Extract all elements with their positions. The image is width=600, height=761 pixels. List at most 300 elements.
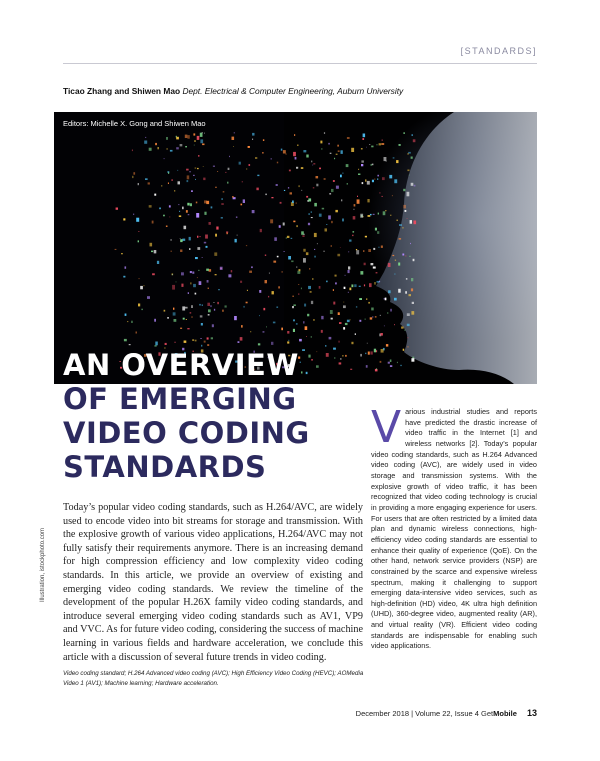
particle [376, 368, 377, 369]
particle [348, 270, 350, 273]
particle [186, 319, 187, 320]
particle [144, 141, 147, 144]
particle [335, 275, 337, 277]
particle [378, 247, 379, 248]
particle [361, 160, 364, 162]
particle [204, 242, 206, 244]
particle [331, 221, 333, 223]
particle [296, 323, 298, 325]
particle [311, 217, 313, 218]
particle [348, 266, 350, 269]
particle [167, 317, 169, 319]
particle [381, 246, 383, 248]
particle [296, 267, 297, 268]
title-line-3: VIDEO CODING [63, 416, 310, 450]
particle [359, 298, 362, 300]
drop-cap: V [371, 402, 402, 453]
particle [306, 196, 308, 198]
particle [271, 342, 273, 345]
particle [299, 339, 302, 342]
particle [154, 250, 157, 253]
particle [225, 172, 226, 173]
particle [200, 139, 203, 143]
particle [188, 214, 190, 215]
particle [293, 319, 295, 321]
particle [165, 343, 167, 345]
particle [329, 193, 331, 194]
particle [356, 250, 359, 254]
particle [132, 176, 133, 178]
particle [276, 307, 278, 308]
header-divider [63, 63, 537, 64]
particle [372, 164, 374, 166]
particle [367, 181, 370, 185]
particle [403, 132, 405, 133]
particle [136, 218, 139, 222]
particle [214, 252, 217, 256]
particle [379, 192, 380, 193]
particle [407, 192, 410, 197]
particle [190, 282, 191, 284]
particle [372, 180, 374, 183]
particle [384, 298, 385, 299]
particle [181, 272, 184, 275]
particle [308, 223, 310, 225]
particle [316, 365, 319, 368]
particle [366, 147, 367, 148]
particle [115, 249, 117, 250]
particle [407, 324, 410, 326]
particle [354, 209, 355, 210]
particle [343, 302, 344, 303]
particle [321, 330, 323, 333]
author-line [63, 86, 403, 96]
particle [343, 305, 346, 308]
particle [168, 172, 169, 174]
particle [357, 196, 358, 197]
particle [133, 172, 135, 175]
particle [308, 286, 311, 289]
particle [298, 185, 299, 187]
particle [154, 319, 156, 322]
particle [409, 256, 410, 257]
particle [303, 258, 306, 263]
particle [246, 245, 247, 246]
particle [249, 271, 252, 273]
particle [174, 342, 175, 343]
particle [292, 201, 294, 204]
particle [340, 175, 342, 178]
particle [386, 344, 388, 347]
particle [228, 274, 231, 277]
particle [215, 274, 217, 275]
particle [186, 169, 189, 171]
particle [317, 243, 318, 244]
particle [380, 361, 382, 363]
particle [333, 302, 335, 305]
particle [341, 199, 342, 201]
particle [291, 261, 293, 263]
particle [381, 333, 383, 336]
particle [179, 211, 180, 212]
particle [190, 312, 192, 313]
particle [367, 343, 368, 344]
particle [410, 220, 412, 224]
particle [338, 145, 339, 147]
particle [145, 137, 146, 138]
particle [378, 213, 379, 215]
particle [360, 214, 363, 218]
particle [373, 248, 375, 250]
particle [195, 168, 197, 169]
particle [170, 150, 173, 152]
particle [347, 320, 350, 322]
particle [325, 345, 326, 346]
particle [199, 236, 200, 237]
particle [371, 164, 372, 166]
particle [307, 314, 309, 317]
particle [173, 312, 176, 315]
particle [324, 132, 325, 134]
particle [321, 148, 322, 149]
particle [372, 316, 373, 318]
particle [356, 307, 357, 308]
particle [180, 328, 182, 329]
particle [187, 175, 190, 179]
particle [313, 187, 315, 188]
particle [200, 133, 203, 137]
particle [197, 136, 200, 140]
particle [380, 315, 381, 316]
particle [410, 243, 411, 244]
particle [169, 205, 171, 207]
particle [403, 189, 405, 191]
particle [263, 139, 264, 141]
particle [407, 218, 408, 219]
particle [208, 309, 211, 312]
particle [157, 147, 159, 149]
particle [287, 331, 289, 334]
particle [311, 301, 313, 304]
particle [303, 321, 304, 323]
particle [149, 205, 152, 208]
particle [182, 239, 185, 241]
particle [206, 246, 208, 248]
particle [259, 315, 260, 316]
particle [399, 238, 402, 240]
particle [305, 326, 308, 330]
particle [377, 231, 379, 234]
particle [276, 184, 278, 186]
particle [348, 292, 349, 293]
particle [191, 317, 192, 318]
particle [326, 281, 328, 283]
particle [257, 175, 259, 176]
particle [365, 353, 366, 354]
particle [345, 355, 347, 357]
particle [293, 221, 295, 223]
particle [268, 296, 269, 298]
particle [353, 231, 355, 233]
particle [369, 283, 372, 287]
particle [152, 273, 155, 275]
particle [207, 303, 210, 306]
particle [342, 219, 344, 222]
particle [193, 175, 194, 176]
particle [301, 288, 302, 290]
particle [311, 337, 312, 338]
particle [176, 147, 179, 149]
particle [388, 290, 391, 293]
particle [199, 281, 202, 285]
particle [356, 249, 357, 250]
particle [207, 344, 209, 346]
particle [274, 237, 277, 241]
particle [407, 313, 410, 316]
particle [232, 137, 235, 140]
particle [187, 180, 189, 182]
particle [304, 304, 306, 307]
particle [400, 365, 402, 366]
particle [280, 202, 282, 204]
particle [213, 166, 215, 168]
particle [310, 291, 312, 293]
particle [296, 167, 298, 169]
particle [414, 185, 416, 187]
particle [242, 181, 243, 182]
particle [390, 365, 392, 367]
particle [220, 267, 223, 270]
particle [284, 251, 285, 252]
particle [180, 238, 181, 239]
particle [361, 148, 363, 150]
particle [138, 304, 140, 307]
particle [190, 171, 191, 172]
particle [385, 298, 387, 301]
particle [129, 344, 131, 345]
particle [127, 321, 128, 322]
particle [208, 314, 210, 315]
particle [131, 321, 133, 323]
particle [238, 341, 240, 343]
particle [191, 305, 193, 308]
particle [263, 331, 265, 332]
particle [340, 358, 341, 360]
particle [379, 281, 380, 282]
particle [358, 169, 359, 170]
particle [202, 132, 203, 133]
particle [277, 256, 279, 257]
particle [140, 286, 143, 289]
particle [375, 228, 377, 231]
particle [187, 135, 189, 139]
particle [183, 318, 185, 320]
particle [167, 148, 168, 149]
particle [240, 281, 242, 283]
keywords [63, 669, 368, 689]
title-line-1: AN OVERVIEW [63, 348, 299, 382]
article-title [63, 348, 310, 484]
particle [192, 272, 194, 274]
particle [185, 146, 187, 147]
particle [324, 178, 326, 179]
particle [288, 340, 289, 341]
particle [304, 234, 305, 235]
particle [365, 179, 367, 181]
particle [390, 360, 392, 363]
particle [287, 341, 289, 343]
particle [402, 254, 404, 256]
particle [182, 306, 185, 310]
particle [375, 316, 377, 318]
particle [291, 238, 293, 239]
particle [319, 286, 321, 289]
particle [322, 208, 324, 210]
particle [225, 305, 227, 307]
particle [339, 362, 342, 364]
particle [163, 215, 165, 217]
particle [346, 164, 349, 167]
particle [368, 302, 369, 304]
particle [414, 221, 417, 225]
particle [260, 229, 262, 232]
particle [180, 250, 182, 253]
particle [360, 271, 363, 275]
particle [329, 337, 332, 340]
particle [388, 362, 390, 364]
particle [243, 306, 244, 308]
particle [235, 239, 237, 243]
particle [194, 145, 195, 146]
particle [250, 331, 251, 332]
particle [221, 203, 224, 205]
particle [246, 302, 248, 304]
particle [262, 152, 264, 153]
particle [316, 184, 318, 187]
particle [409, 175, 410, 176]
particle [394, 274, 395, 275]
particle [174, 319, 177, 322]
particle [223, 191, 225, 192]
particle [152, 221, 154, 224]
particle [331, 189, 334, 192]
particle [184, 226, 187, 230]
particle [211, 206, 213, 208]
particle [370, 351, 372, 354]
particle [411, 157, 413, 159]
particle [404, 330, 405, 331]
particle [198, 270, 199, 271]
particle [283, 150, 286, 153]
particle [138, 240, 139, 242]
particle [369, 144, 370, 145]
particle [168, 183, 169, 184]
particle [373, 267, 376, 269]
particle [359, 320, 361, 322]
particle [344, 287, 346, 289]
particle [161, 185, 162, 186]
particle [407, 170, 409, 172]
particle [362, 138, 364, 140]
particle [362, 182, 364, 184]
title-line-4: STANDARDS [63, 450, 267, 484]
particle [314, 256, 315, 258]
particle [273, 261, 276, 263]
particle [208, 288, 209, 289]
particle [408, 152, 411, 154]
particle [176, 137, 179, 140]
brand-mobile: Mobile [493, 709, 517, 718]
particle [379, 143, 382, 145]
particle [154, 194, 156, 196]
particle [195, 257, 198, 259]
particle [303, 150, 306, 152]
particle [352, 235, 353, 236]
particle [248, 146, 250, 148]
particle [295, 157, 297, 160]
particle [178, 181, 181, 184]
particle [252, 210, 255, 213]
particle [271, 197, 273, 198]
particle [221, 217, 223, 219]
particle [365, 236, 367, 238]
particle [326, 224, 327, 225]
particle [239, 162, 241, 165]
particle [173, 308, 174, 310]
particle [411, 288, 413, 291]
particle [306, 155, 308, 158]
particle [335, 210, 338, 212]
particle [316, 351, 317, 352]
particle [259, 290, 261, 293]
particle [301, 167, 304, 169]
particle [203, 178, 205, 181]
particle [333, 180, 335, 182]
particle [202, 304, 203, 306]
particle [265, 280, 268, 283]
particle [198, 155, 199, 157]
particle [385, 210, 386, 211]
particle [217, 171, 218, 172]
particle [411, 311, 414, 315]
particle [298, 293, 299, 294]
particle [265, 194, 267, 196]
particle [368, 215, 371, 217]
particle [201, 338, 202, 339]
particle [333, 289, 334, 291]
particle [222, 310, 224, 312]
particle [413, 259, 415, 261]
particle [174, 190, 175, 191]
particle [358, 174, 360, 176]
particle [399, 224, 402, 226]
particle [292, 306, 293, 308]
particle [206, 269, 209, 271]
particle [222, 198, 223, 199]
particle [218, 289, 219, 290]
particle [212, 324, 214, 327]
particle [217, 302, 219, 304]
particle [121, 253, 123, 254]
particle [350, 369, 352, 370]
particle [234, 316, 237, 320]
particle [240, 337, 243, 341]
particle [370, 317, 373, 319]
editors-credit: Editors: Michelle X. Gong and Shiwen Mao [63, 119, 206, 128]
particle [381, 349, 384, 353]
particle [288, 187, 289, 188]
particle [364, 263, 366, 266]
